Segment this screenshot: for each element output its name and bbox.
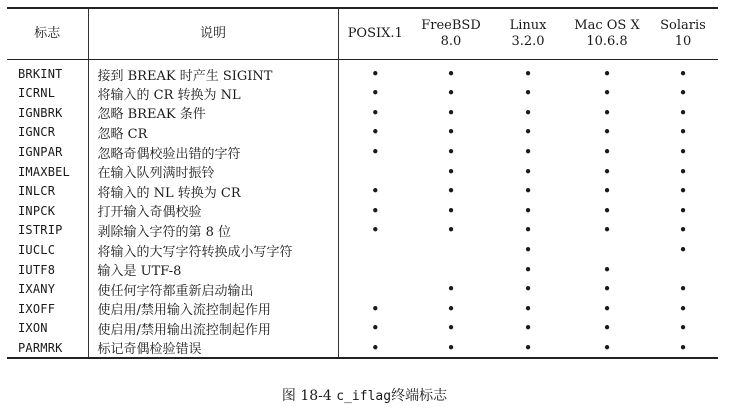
support-macos-cell — [566, 103, 648, 123]
support-macos-cell — [566, 260, 648, 280]
support-solaris-cell — [648, 142, 718, 162]
support-linux-cell — [490, 181, 566, 201]
support-linux-cell — [490, 162, 566, 182]
support-freebsd-cell — [412, 162, 490, 182]
support-solaris-cell — [648, 162, 718, 182]
support-posix-cell — [338, 162, 412, 182]
flag-name-cell: PARMRK — [7, 338, 88, 358]
support-dot-icon: • — [602, 319, 612, 338]
support-dot-icon: • — [602, 201, 612, 220]
support-dot-icon: • — [678, 65, 688, 83]
support-dot-icon: • — [523, 65, 533, 83]
flag-description-cell: 忽略 CR — [88, 123, 338, 143]
support-posix-cell — [338, 260, 412, 280]
support-dot-icon: • — [446, 123, 456, 142]
flag-name-cell: IXOFF — [7, 299, 88, 319]
support-dot-icon: • — [602, 280, 612, 299]
header-macos: Mac OS X 10.6.8 — [566, 8, 648, 59]
table-header-row — [7, 8, 718, 59]
table-row — [7, 319, 718, 339]
support-dot-icon: • — [446, 319, 456, 338]
support-posix-cell — [338, 181, 412, 201]
table-row — [7, 279, 718, 299]
support-dot-icon: • — [602, 65, 612, 83]
support-dot-icon: • — [678, 280, 688, 299]
support-freebsd-cell — [412, 338, 490, 358]
header-description: 说明 — [88, 8, 338, 59]
flag-description-cell: 将输入的大写字符转换成小写字符 — [88, 240, 338, 260]
flag-name-cell: ICRNL — [7, 84, 88, 104]
support-dot-icon: • — [678, 221, 688, 240]
header-solaris: Solaris 10 — [648, 8, 718, 59]
support-dot-icon: • — [523, 84, 533, 103]
support-dot-icon: • — [678, 182, 688, 201]
table-row — [7, 201, 718, 221]
support-dot-icon: • — [678, 338, 688, 357]
support-linux-cell — [490, 123, 566, 143]
support-dot-icon: • — [523, 299, 533, 318]
support-dot-icon: • — [370, 84, 380, 103]
flag-name-cell: BRKINT — [7, 59, 88, 84]
support-dot-icon: • — [678, 103, 688, 122]
support-dot-icon: • — [678, 299, 688, 318]
support-macos-cell — [566, 221, 648, 241]
support-macos-cell — [566, 299, 648, 319]
support-dot-icon: • — [523, 182, 533, 201]
support-macos-cell — [566, 201, 648, 221]
support-posix-cell — [338, 299, 412, 319]
support-linux-cell — [490, 279, 566, 299]
flag-description-cell: 忽略 BREAK 条件 — [88, 103, 338, 123]
support-solaris-cell — [648, 201, 718, 221]
support-posix-cell — [338, 84, 412, 104]
table-row — [7, 84, 718, 104]
support-dot-icon: • — [602, 338, 612, 357]
support-dot-icon: • — [370, 182, 380, 201]
support-solaris-cell — [648, 181, 718, 201]
support-posix-cell — [338, 279, 412, 299]
flag-description-cell: 剥除输入字符的第 8 位 — [88, 221, 338, 241]
support-posix-cell — [338, 201, 412, 221]
support-dot-icon: • — [602, 260, 612, 279]
flag-description-cell: 输入是 UTF-8 — [88, 260, 338, 280]
support-dot-icon: • — [602, 221, 612, 240]
flag-description-cell: 忽略奇偶校验出错的字符 — [88, 142, 338, 162]
support-dot-icon: • — [602, 143, 612, 162]
support-dot-icon: • — [370, 338, 380, 357]
support-dot-icon: • — [446, 221, 456, 240]
flag-description-cell: 使任何字符都重新启动输出 — [88, 279, 338, 299]
support-linux-cell — [490, 59, 566, 84]
flag-description-cell: 将输入的 CR 转换为 NL — [88, 84, 338, 104]
support-dot-icon: • — [678, 84, 688, 103]
support-dot-icon: • — [602, 299, 612, 318]
support-dot-icon: • — [523, 201, 533, 220]
flag-name-cell: IMAXBEL — [7, 162, 88, 182]
support-dot-icon: • — [678, 319, 688, 338]
flags-table-container — [7, 7, 718, 359]
support-dot-icon: • — [370, 201, 380, 220]
support-solaris-cell — [648, 103, 718, 123]
support-macos-cell — [566, 319, 648, 339]
support-solaris-cell — [648, 221, 718, 241]
flag-name-cell: IGNPAR — [7, 142, 88, 162]
support-posix-cell — [338, 123, 412, 143]
support-solaris-cell — [648, 319, 718, 339]
support-freebsd-cell — [412, 221, 490, 241]
support-dot-icon: • — [446, 299, 456, 318]
flag-description-cell: 使启用/禁用输入流控制起作用 — [88, 299, 338, 319]
support-posix-cell — [338, 59, 412, 84]
support-freebsd-cell — [412, 59, 490, 84]
flag-name-cell: IXANY — [7, 279, 88, 299]
caption-name: c_iflag — [336, 389, 392, 404]
support-dot-icon: • — [523, 280, 533, 299]
support-posix-cell — [338, 240, 412, 260]
flag-name-cell: IUTF8 — [7, 260, 88, 280]
support-posix-cell — [338, 142, 412, 162]
support-posix-cell — [338, 221, 412, 241]
table-row — [7, 299, 718, 319]
flag-name-cell: IGNBRK — [7, 103, 88, 123]
support-dot-icon: • — [523, 319, 533, 338]
support-freebsd-cell — [412, 260, 490, 280]
support-solaris-cell — [648, 338, 718, 358]
support-dot-icon: • — [678, 162, 688, 181]
support-dot-icon: • — [370, 123, 380, 142]
flag-description-cell: 在输入队列满时振铃 — [88, 162, 338, 182]
table-row — [7, 59, 718, 84]
support-dot-icon: • — [523, 103, 533, 122]
support-dot-icon: • — [446, 280, 456, 299]
support-dot-icon: • — [446, 103, 456, 122]
support-freebsd-cell — [412, 240, 490, 260]
support-linux-cell — [490, 338, 566, 358]
support-dot-icon: • — [370, 103, 380, 122]
support-macos-cell — [566, 84, 648, 104]
support-dot-icon: • — [446, 143, 456, 162]
support-dot-icon: • — [523, 338, 533, 357]
support-freebsd-cell — [412, 319, 490, 339]
caption-figure-number: 图 18-4 — [281, 388, 332, 404]
support-linux-cell — [490, 319, 566, 339]
caption-text: 终端标志 — [391, 388, 448, 404]
support-dot-icon: • — [523, 143, 533, 162]
support-dot-icon: • — [446, 338, 456, 357]
flag-description-cell: 将输入的 NL 转换为 CR — [88, 181, 338, 201]
support-freebsd-cell — [412, 123, 490, 143]
support-freebsd-cell — [412, 279, 490, 299]
support-dot-icon: • — [370, 299, 380, 318]
flag-description-cell: 接到 BREAK 时产生 SIGINT — [88, 59, 338, 84]
support-macos-cell — [566, 279, 648, 299]
support-linux-cell — [490, 240, 566, 260]
support-freebsd-cell — [412, 84, 490, 104]
support-linux-cell — [490, 103, 566, 123]
support-posix-cell — [338, 319, 412, 339]
flag-name-cell: IGNCR — [7, 123, 88, 143]
support-solaris-cell — [648, 299, 718, 319]
support-dot-icon: • — [678, 143, 688, 162]
support-dot-icon: • — [446, 201, 456, 220]
support-solaris-cell — [648, 84, 718, 104]
header-posix: POSIX.1 — [338, 8, 412, 59]
support-posix-cell — [338, 338, 412, 358]
support-dot-icon: • — [678, 241, 688, 260]
support-dot-icon: • — [678, 201, 688, 220]
support-dot-icon: • — [602, 162, 612, 181]
support-solaris-cell — [648, 240, 718, 260]
support-dot-icon: • — [523, 221, 533, 240]
support-freebsd-cell — [412, 299, 490, 319]
support-dot-icon: • — [602, 103, 612, 122]
support-macos-cell — [566, 338, 648, 358]
flag-description-cell: 标记奇偶检验错误 — [88, 338, 338, 358]
table-row — [7, 221, 718, 241]
table-row — [7, 181, 718, 201]
support-posix-cell — [338, 103, 412, 123]
support-macos-cell — [566, 162, 648, 182]
table-row — [7, 260, 718, 280]
support-macos-cell — [566, 59, 648, 84]
support-dot-icon: • — [602, 182, 612, 201]
support-macos-cell — [566, 142, 648, 162]
support-freebsd-cell — [412, 103, 490, 123]
flag-name-cell: INLCR — [7, 181, 88, 201]
flag-name-cell: IUCLC — [7, 240, 88, 260]
table-row — [7, 142, 718, 162]
support-solaris-cell — [648, 260, 718, 280]
flag-name-cell: ISTRIP — [7, 221, 88, 241]
flag-name-cell: IXON — [7, 319, 88, 339]
support-dot-icon: • — [523, 241, 533, 260]
support-solaris-cell — [648, 123, 718, 143]
support-linux-cell — [490, 260, 566, 280]
support-dot-icon: • — [523, 260, 533, 279]
support-dot-icon: • — [523, 123, 533, 142]
support-dot-icon: • — [370, 65, 380, 83]
support-dot-icon: • — [602, 123, 612, 142]
support-dot-icon: • — [678, 123, 688, 142]
table-row — [7, 123, 718, 143]
support-linux-cell — [490, 142, 566, 162]
header-freebsd: FreeBSD 8.0 — [412, 8, 490, 59]
table-row — [7, 162, 718, 182]
support-dot-icon: • — [446, 182, 456, 201]
support-macos-cell — [566, 123, 648, 143]
support-macos-cell — [566, 181, 648, 201]
header-linux: Linux 3.2.0 — [490, 8, 566, 59]
table-body — [7, 59, 718, 358]
support-dot-icon: • — [446, 84, 456, 103]
support-linux-cell — [490, 84, 566, 104]
support-linux-cell — [490, 299, 566, 319]
support-freebsd-cell — [412, 201, 490, 221]
support-linux-cell — [490, 201, 566, 221]
support-linux-cell — [490, 221, 566, 241]
support-solaris-cell — [648, 279, 718, 299]
support-freebsd-cell — [412, 142, 490, 162]
flag-description-cell: 打开输入奇偶校验 — [88, 201, 338, 221]
support-dot-icon: • — [370, 143, 380, 162]
figure-caption — [0, 385, 729, 405]
table-row — [7, 240, 718, 260]
flag-name-cell: INPCK — [7, 201, 88, 221]
support-dot-icon: • — [370, 319, 380, 338]
c-iflag-table — [7, 7, 718, 359]
table-row — [7, 338, 718, 358]
support-freebsd-cell — [412, 181, 490, 201]
support-dot-icon: • — [370, 221, 380, 240]
support-macos-cell — [566, 240, 648, 260]
header-flag: 标志 — [7, 8, 88, 59]
support-dot-icon: • — [523, 162, 533, 181]
support-dot-icon: • — [602, 84, 612, 103]
support-solaris-cell — [648, 59, 718, 84]
support-dot-icon: • — [446, 162, 456, 181]
table-row — [7, 103, 718, 123]
flag-description-cell: 使启用/禁用输出流控制起作用 — [88, 319, 338, 339]
support-dot-icon: • — [446, 65, 456, 83]
